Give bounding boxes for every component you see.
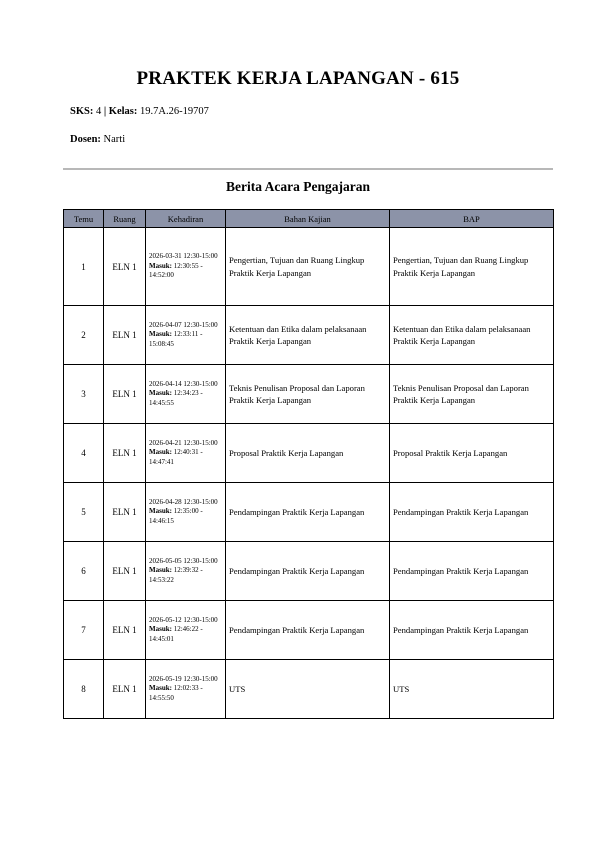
- page-title: PRAKTEK KERJA LAPANGAN - 615: [136, 68, 460, 89]
- bahan-kajian-cell: Teknis Penulisan Proposal dan Laporan Praktik Kerja Lapangan: [226, 365, 390, 424]
- meta-separator: |: [103, 106, 107, 117]
- ruang-cell: ELN 1: [104, 228, 146, 306]
- bahan-kajian-cell: Ketentuan dan Etika dalam pelaksanaan Praktik Kerja Lapangan: [226, 306, 390, 365]
- masuk-time: 12:40:31 - 14:47:41: [149, 448, 203, 466]
- ruang-cell: ELN 1: [104, 365, 146, 424]
- bahan-kajian-cell: Pendampingan Praktik Kerja Lapangan: [226, 483, 390, 542]
- kehadiran-cell: [146, 660, 226, 719]
- bap-cell: Pendampingan Praktik Kerja Lapangan: [390, 601, 554, 660]
- bap-cell: Teknis Penulisan Proposal dan Laporan Praktik Kerja Lapangan: [390, 365, 554, 424]
- sks-value: 4: [95, 106, 102, 117]
- temu-cell: 4: [64, 424, 104, 483]
- section-title: Berita Acara Pengajaran: [226, 179, 370, 194]
- table-header-row: [64, 210, 554, 228]
- ruang-cell: ELN 1: [104, 306, 146, 365]
- jadwal-text: 2026-04-28 12:30-15:00: [149, 497, 218, 506]
- jadwal-text: 2026-04-14 12:30-15:00: [149, 379, 218, 388]
- table-row: [64, 483, 554, 542]
- kehadiran-cell: [146, 601, 226, 660]
- temu-cell: 8: [64, 660, 104, 719]
- table-row: [64, 660, 554, 719]
- ruang-cell: ELN 1: [104, 601, 146, 660]
- dosen-value: Narti: [103, 134, 126, 145]
- bap-cell: Proposal Praktik Kerja Lapangan: [390, 424, 554, 483]
- ruang-cell: ELN 1: [104, 483, 146, 542]
- ruang-cell: ELN 1: [104, 542, 146, 601]
- bahan-kajian-cell: Proposal Praktik Kerja Lapangan: [226, 424, 390, 483]
- masuk-label: Masuk:: [149, 507, 172, 516]
- table-row: [64, 365, 554, 424]
- kelas-label: Kelas:: [108, 106, 138, 117]
- masuk-label: Masuk:: [149, 448, 172, 457]
- bahan-kajian-cell: Pendampingan Praktik Kerja Lapangan: [226, 542, 390, 601]
- bahan-kajian-cell: Pengertian, Tujuan dan Ruang Lingkup Praktik Kerja Lapangan: [226, 228, 390, 306]
- bap-cell: Pengertian, Tujuan dan Ruang Lingkup Praktik Kerja Lapangan: [390, 228, 554, 306]
- kehadiran-cell: [146, 365, 226, 424]
- masuk-label: Masuk:: [149, 684, 172, 693]
- jadwal-text: 2026-05-19 12:30-15:00: [149, 674, 218, 683]
- masuk-time: 12:02:33 - 14:55:50: [149, 684, 203, 702]
- bahan-kajian-cell: Pendampingan Praktik Kerja Lapangan: [226, 601, 390, 660]
- attendance-table: [63, 209, 554, 719]
- ruang-cell: ELN 1: [104, 660, 146, 719]
- jadwal-text: 2026-05-12 12:30-15:00: [149, 615, 218, 624]
- masuk-time: 12:35:00 - 14:46:15: [149, 507, 203, 525]
- masuk-label: Masuk:: [149, 625, 172, 634]
- masuk-time: 12:39:32 - 14:53:22: [149, 566, 203, 584]
- masuk-label: Masuk:: [149, 330, 172, 339]
- masuk-time: 12:46:22 - 14:45:01: [149, 625, 203, 643]
- temu-cell: 1: [64, 228, 104, 306]
- masuk-label: Masuk:: [149, 261, 172, 270]
- masuk-time: 12:33:11 - 15:08:45: [149, 330, 203, 348]
- kehadiran-cell: [146, 483, 226, 542]
- table-row: [64, 542, 554, 601]
- course-meta: [70, 106, 209, 117]
- kehadiran-cell: [146, 228, 226, 306]
- table-row: [64, 228, 554, 306]
- jadwal-text: 2026-04-21 12:30-15:00: [149, 438, 218, 447]
- jadwal-text: 2026-04-07 12:30-15:00: [149, 320, 218, 329]
- bap-cell: Pendampingan Praktik Kerja Lapangan: [390, 542, 554, 601]
- col-header-bahan-kajian: Bahan Kajian: [226, 210, 390, 228]
- sks-label: SKS:: [70, 106, 94, 117]
- kelas-value: 19.7A.26-19707: [139, 106, 209, 117]
- kehadiran-cell: [146, 306, 226, 365]
- masuk-time: 12:30:55 - 14:52:00: [149, 261, 203, 280]
- jadwal-text: 2026-05-05 12:30-15:00: [149, 556, 218, 565]
- temu-cell: 7: [64, 601, 104, 660]
- dosen-label: Dosen:: [70, 134, 101, 145]
- table-row: [64, 306, 554, 365]
- kehadiran-cell: [146, 542, 226, 601]
- bahan-kajian-cell: UTS: [226, 660, 390, 719]
- temu-cell: 3: [64, 365, 104, 424]
- temu-cell: 2: [64, 306, 104, 365]
- temu-cell: 6: [64, 542, 104, 601]
- kehadiran-cell: [146, 424, 226, 483]
- masuk-label: Masuk:: [149, 566, 172, 575]
- masuk-label: Masuk:: [149, 389, 172, 398]
- divider: [63, 168, 553, 170]
- col-header-kehadiran: Kehadiran: [146, 210, 226, 228]
- table-row: [64, 601, 554, 660]
- col-header-temu: Temu: [64, 210, 104, 228]
- table-row: [64, 424, 554, 483]
- jadwal-text: 2026-03-31 12:30-15:00: [149, 252, 218, 261]
- col-header-bap: BAP: [390, 210, 554, 228]
- bap-cell: Pendampingan Praktik Kerja Lapangan: [390, 483, 554, 542]
- col-header-ruang: Ruang: [104, 210, 146, 228]
- bap-cell: Ketentuan dan Etika dalam pelaksanaan Praktik Kerja Lapangan: [390, 306, 554, 365]
- bap-cell: UTS: [390, 660, 554, 719]
- masuk-time: 12:34:23 - 14:45:55: [149, 389, 203, 407]
- lecturer-meta: [70, 134, 125, 145]
- temu-cell: 5: [64, 483, 104, 542]
- ruang-cell: ELN 1: [104, 424, 146, 483]
